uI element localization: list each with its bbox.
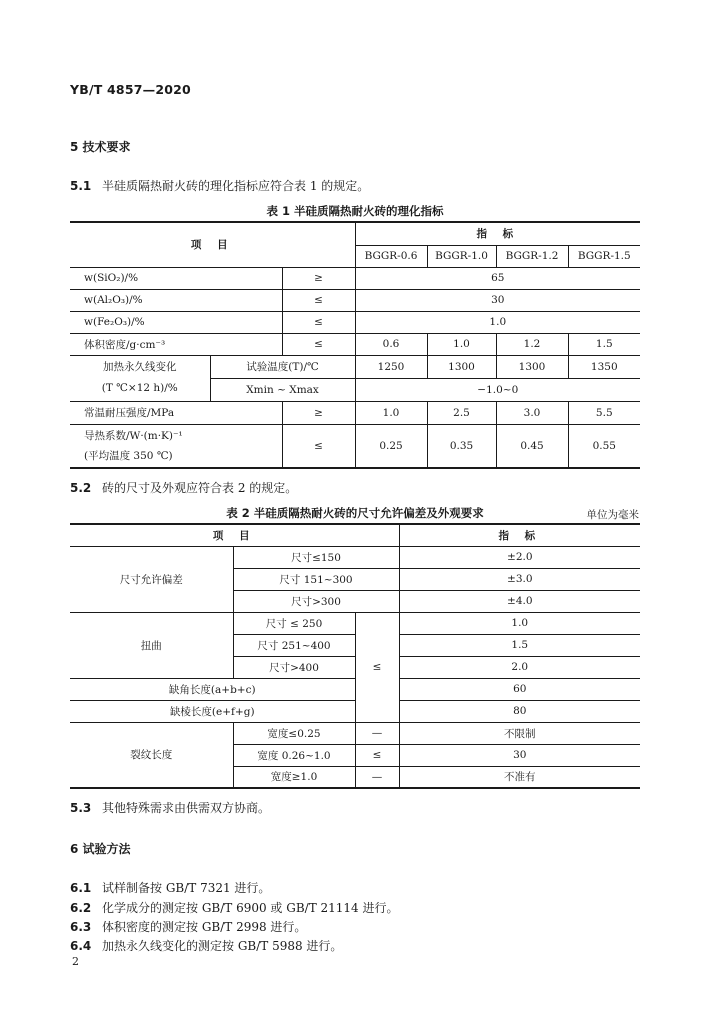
t2-dim-cond: 尺寸>300 (233, 590, 399, 612)
t1-grade: BGGR-1.2 (496, 245, 568, 267)
t1-al2o3-op: ≤ (282, 289, 355, 311)
t1-density-value: 1.5 (568, 333, 640, 355)
clause-text: 砖的尺寸及外观应符合表 2 的规定。 (102, 481, 298, 495)
t2-warp-cond: 尺寸>400 (233, 656, 355, 678)
t1-ccs-op: ≥ (282, 401, 355, 424)
t1-plc-label-line2: (T ℃×12 h)/% (101, 382, 178, 394)
t1-density-value: 1.0 (427, 333, 496, 355)
t1-tc-label-line1: 导热系数/W·(m·K)⁻¹ (84, 429, 183, 442)
t2-crack-value: 30 (399, 744, 640, 766)
t2-warp-label: 扭曲 (70, 612, 233, 678)
page-number: 2 (72, 955, 79, 968)
t1-head-index: 指 标 (355, 222, 640, 245)
t1-fe2o3-label: w(Fe₂O₃)/% (70, 311, 282, 333)
t2-dim-label: 尺寸允许偏差 (70, 546, 233, 612)
t1-al2o3-label: w(Al₂O₃)/% (70, 289, 282, 311)
t1-plc-range-value: −1.0~0 (355, 378, 640, 401)
t2-crack-op: — (355, 722, 399, 744)
t1-sio2-label: w(SiO₂)/% (70, 267, 282, 289)
t2-crack-op: ≤ (355, 744, 399, 766)
clause-5-1 (70, 177, 369, 194)
t2-dim-cond: 尺寸≤150 (233, 546, 399, 568)
table-1-caption: 表 1 半硅质隔热耐火砖的理化指标 (266, 204, 444, 218)
clause-6-3 (70, 918, 306, 935)
t2-warp-op-blank (355, 634, 399, 656)
clause-5-3 (70, 799, 270, 816)
clause-text: 其他特殊需求由供需双方协商。 (102, 801, 271, 815)
t2-warp-cond: 尺寸 ≤ 250 (233, 612, 355, 634)
t1-ccs-label: 常温耐压强度/MPa (70, 401, 282, 424)
clause-text: 试样制备按 GB/T 7321 进行。 (102, 881, 271, 895)
t1-al2o3-value: 30 (355, 289, 640, 311)
clause-number: 5.1 (70, 179, 92, 193)
t1-plc-temp: 1250 (355, 355, 427, 378)
clause-number: 6.2 (70, 901, 92, 915)
t2-crack-value: 不准有 (399, 766, 640, 788)
t1-density-value: 0.6 (355, 333, 427, 355)
section-5-title: 5 技术要求 (70, 140, 131, 154)
t1-plc-temp: 1300 (496, 355, 568, 378)
t2-warp-cond: 尺寸 251~400 (233, 634, 355, 656)
t2-warp-op: ≤ (355, 656, 399, 678)
t2-dim-value: ±4.0 (399, 590, 640, 612)
t1-sio2-op: ≥ (282, 267, 355, 289)
t1-plc-label (70, 355, 210, 401)
t1-fe2o3-op: ≤ (282, 311, 355, 333)
t2-crack-value: 不限制 (399, 722, 640, 744)
t1-grade: BGGR-1.5 (568, 245, 640, 267)
t1-plc-temp: 1350 (568, 355, 640, 378)
t1-tc-label-line2: (平均温度 350 ℃) (84, 449, 173, 462)
t2-crack-op: — (355, 766, 399, 788)
t2-dim-value: ±3.0 (399, 568, 640, 590)
t1-tc-value: 0.35 (427, 424, 496, 468)
clause-number: 5.2 (70, 481, 92, 495)
t1-plc-range-label: Xmin ~ Xmax (210, 378, 355, 401)
clause-number: 6.1 (70, 881, 92, 895)
t1-ccs-value: 5.5 (568, 401, 640, 424)
clause-number: 6.4 (70, 939, 92, 953)
standard-number: YB/T 4857—2020 (70, 82, 191, 97)
t1-grade: BGGR-0.6 (355, 245, 427, 267)
t2-corner-label: 缺角长度(a+b+c) (70, 678, 355, 700)
table-2-unit: 单位为毫米 (586, 509, 639, 521)
t2-edge-label: 缺棱长度(e+f+g) (70, 700, 355, 722)
section-6-title: 6 试验方法 (70, 842, 131, 856)
t1-plc-temp-label: 试验温度(T)/℃ (210, 355, 355, 378)
t1-density-op: ≤ (282, 333, 355, 355)
clause-text: 加热永久线变化的测定按 GB/T 5988 进行。 (102, 939, 343, 953)
t2-warp-value: 1.5 (399, 634, 640, 656)
t2-head-index: 指 标 (399, 524, 640, 546)
t1-sio2-value: 65 (355, 267, 640, 289)
t2-warp-op-blank (355, 612, 399, 634)
t2-edge-op-blank (355, 700, 399, 722)
t1-density-value: 1.2 (496, 333, 568, 355)
t2-warp-value: 1.0 (399, 612, 640, 634)
t1-head-item: 项 目 (70, 222, 355, 267)
t1-ccs-value: 1.0 (355, 401, 427, 424)
t2-crack-cond: 宽度 0.26~1.0 (233, 744, 355, 766)
t1-tc-value: 0.55 (568, 424, 640, 468)
t1-density-label: 体积密度/g·cm⁻³ (70, 333, 282, 355)
clause-5-2 (70, 479, 297, 496)
t2-dim-value: ±2.0 (399, 546, 640, 568)
t1-ccs-value: 2.5 (427, 401, 496, 424)
t1-tc-label (70, 424, 282, 468)
clause-number: 6.3 (70, 920, 92, 934)
t1-ccs-value: 3.0 (496, 401, 568, 424)
clause-6-2 (70, 899, 399, 916)
t1-tc-value: 0.45 (496, 424, 568, 468)
t2-crack-cond: 宽度≤0.25 (233, 722, 355, 744)
table-2 (70, 523, 640, 789)
clause-6-1 (70, 879, 270, 896)
t2-dim-cond: 尺寸 151~300 (233, 568, 399, 590)
table-2-caption: 表 2 半硅质隔热耐火砖的尺寸允许偏差及外观要求 (226, 506, 484, 520)
clause-text: 半硅质隔热耐火砖的理化指标应符合表 1 的规定。 (102, 179, 370, 193)
table-1 (70, 221, 640, 469)
t2-edge-value: 80 (399, 700, 640, 722)
clause-text: 体积密度的测定按 GB/T 2998 进行。 (102, 920, 307, 934)
t2-crack-label: 裂纹长度 (70, 722, 233, 788)
t1-tc-op: ≤ (282, 424, 355, 468)
clause-6-4 (70, 937, 342, 954)
t1-plc-temp: 1300 (427, 355, 496, 378)
t1-plc-label-line1: 加热永久线变化 (103, 361, 177, 373)
t2-corner-op-blank (355, 678, 399, 700)
t2-head-item: 项 目 (70, 524, 399, 546)
t1-fe2o3-value: 1.0 (355, 311, 640, 333)
t2-corner-value: 60 (399, 678, 640, 700)
t2-crack-cond: 宽度≥1.0 (233, 766, 355, 788)
t1-tc-value: 0.25 (355, 424, 427, 468)
t1-grade: BGGR-1.0 (427, 245, 496, 267)
clause-text: 化学成分的测定按 GB/T 6900 或 GB/T 21114 进行。 (102, 901, 399, 915)
clause-number: 5.3 (70, 801, 92, 815)
t2-warp-value: 2.0 (399, 656, 640, 678)
